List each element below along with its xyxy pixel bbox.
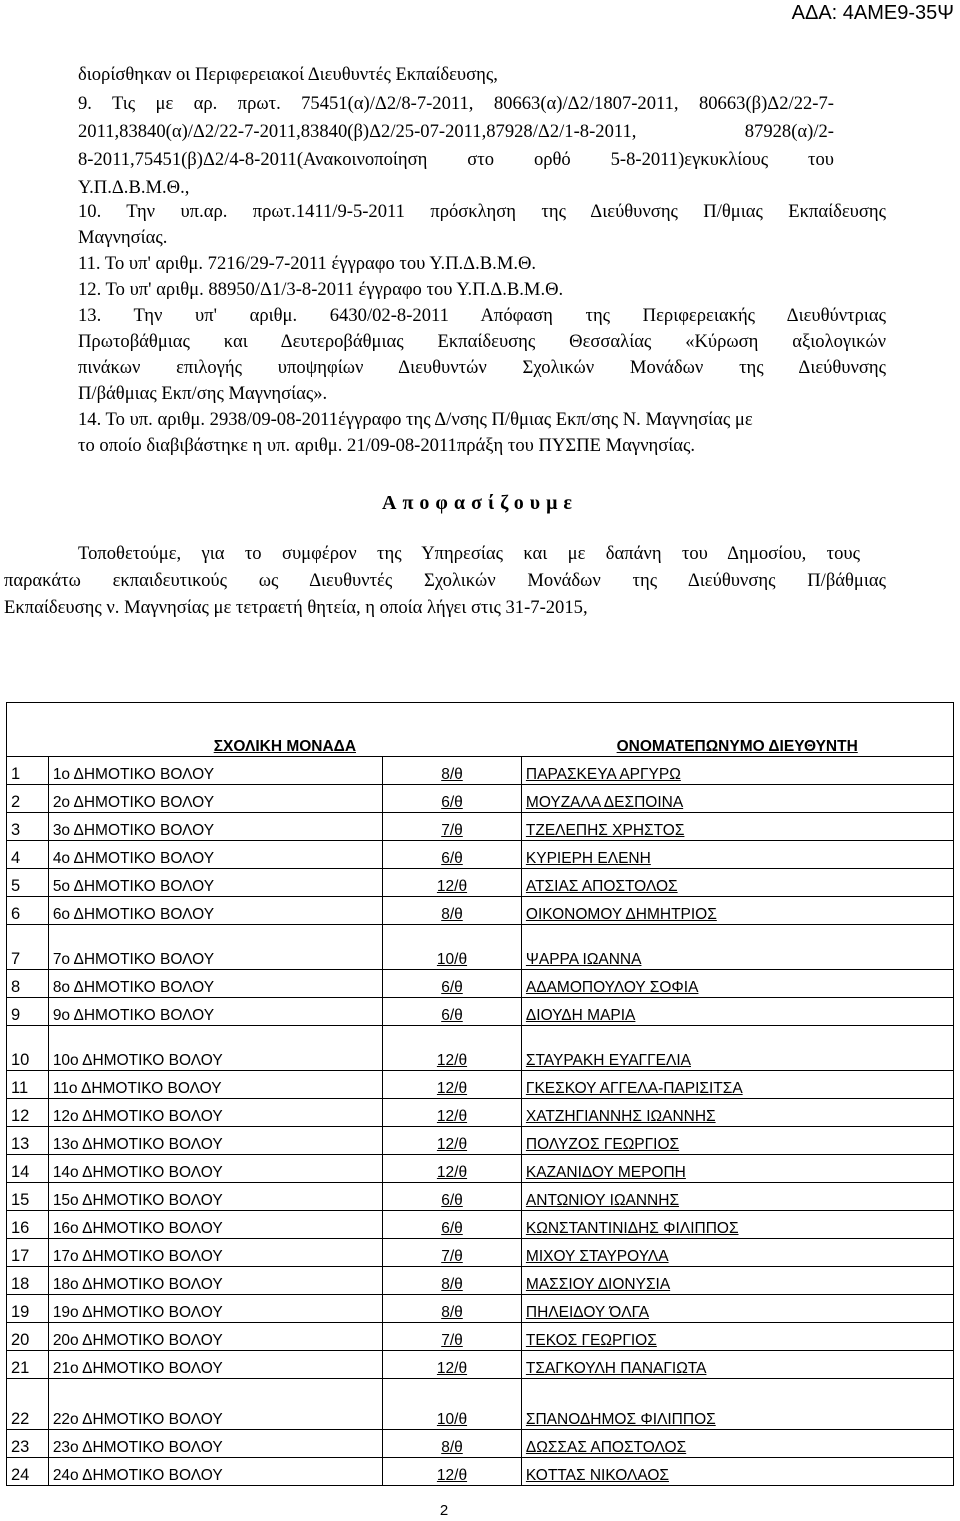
school-name: 13ο ΔΗΜΟΤΙΚΟ ΒΟΛΟΥ (52, 1136, 223, 1153)
school-grade: 8/θ (441, 906, 463, 923)
row-number-cell (7, 757, 49, 785)
row-number: 24 (11, 1466, 30, 1484)
row-number: 10 (11, 1051, 30, 1069)
text-line: 11. Το υπ' αριθμ. 7216/29-7-2011 έγγραφο του Υ.Π.Δ.Β.Μ.Θ. (78, 253, 537, 274)
table-top-row (7, 703, 954, 739)
director-name-cell (521, 1295, 953, 1323)
school-grade-cell (383, 1211, 522, 1239)
table-row (7, 1458, 954, 1486)
director-name-cell (521, 1155, 953, 1183)
row-number-cell (7, 1071, 49, 1099)
school-name: 12ο ΔΗΜΟΤΙΚΟ ΒΟΛΟΥ (52, 1108, 223, 1125)
school-grade: 12/θ (436, 1360, 468, 1377)
row-number-cell (7, 1430, 49, 1458)
school-name: 8ο ΔΗΜΟΤΙΚΟ ΒΟΛΟΥ (52, 979, 215, 996)
table-row (7, 785, 954, 813)
school-name-cell (48, 1026, 382, 1071)
row-number-cell (7, 1458, 49, 1486)
director-name: ΚΥΡΙΕΡΗ ΕΛΕΝΗ (525, 850, 651, 867)
school-name-cell (48, 998, 382, 1026)
director-name: ΧΑΤΖΗΓΙΑΝΝΗΣ ΙΩΑΝΝΗΣ (525, 1108, 716, 1125)
header-school-cell (48, 738, 521, 757)
school-grade: 12/θ (436, 1108, 468, 1125)
row-number: 22 (11, 1410, 30, 1428)
directors-table (6, 702, 954, 1486)
school-grade-cell (383, 1155, 522, 1183)
school-name: 9ο ΔΗΜΟΤΙΚΟ ΒΟΛΟΥ (52, 1007, 215, 1024)
table-row (7, 1211, 954, 1239)
school-name: 24ο ΔΗΜΟΤΙΚΟ ΒΟΛΟΥ (52, 1467, 223, 1484)
row-number: 17 (11, 1247, 30, 1265)
school-grade-cell (383, 1099, 522, 1127)
school-grade-cell (383, 785, 522, 813)
director-name: ΨΑΡΡΑ ΙΩΑΝΝΑ (525, 951, 642, 968)
school-grade: 6/θ (441, 1007, 463, 1024)
table-row (7, 1351, 954, 1379)
school-name: 4ο ΔΗΜΟΤΙΚΟ ΒΟΛΟΥ (52, 850, 215, 867)
row-number-cell (7, 785, 49, 813)
school-grade-cell (383, 1026, 522, 1071)
school-grade: 6/θ (441, 850, 463, 867)
school-name-cell (48, 1295, 382, 1323)
school-name-cell (48, 1323, 382, 1351)
school-name-cell (48, 1430, 382, 1458)
school-name-cell (48, 1267, 382, 1295)
director-name: ΚΑΖΑΝΙΔΟΥ ΜΕΡΟΠΗ (525, 1164, 686, 1181)
director-name: ΠΟΛΥΖΟΣ ΓΕΩΡΓΙΟΣ (525, 1136, 680, 1153)
director-name: ΤΖΕΛΕΠΗΣ ΧΡΗΣΤΟΣ (525, 822, 685, 839)
school-name-cell (48, 1099, 382, 1127)
decision-heading: Αποφασίζουμε (382, 492, 578, 514)
row-number: 5 (11, 877, 21, 895)
page-number: 2 (439, 1502, 449, 1519)
header-name: ΟΝΟΜΑΤΕΠΩΝΥΜΟ ΔΙΕΥΘΥΝΤΗ (616, 738, 858, 755)
row-number-cell (7, 813, 49, 841)
row-number-cell (7, 1267, 49, 1295)
table-row (7, 1323, 954, 1351)
director-name-cell (521, 1351, 953, 1379)
school-grade-cell (383, 1295, 522, 1323)
text-line: Π/βάθμιας Εκπ/σης Μαγνησίας». (78, 383, 328, 404)
school-grade-cell (383, 757, 522, 785)
school-name: 3ο ΔΗΜΟΤΙΚΟ ΒΟΛΟΥ (52, 822, 215, 839)
school-grade: 12/θ (436, 878, 468, 895)
row-number: 4 (11, 849, 21, 867)
row-number-cell (7, 1351, 49, 1379)
decision-line: Τοποθετούμε, για το συμφέρον της Υπηρεσίας και με δαπάνη του Δημοσίου, τους (78, 543, 860, 564)
text-line: 2011,83840(α)/Δ2/22-7-2011,83840(β)Δ2/25-07-2011,87928/Δ2/1-8-2011, 87928(α)/2- (78, 121, 834, 142)
school-name-cell (48, 925, 382, 970)
school-grade: 6/θ (441, 1192, 463, 1209)
school-name: 6ο ΔΗΜΟΤΙΚΟ ΒΟΛΟΥ (52, 906, 215, 923)
school-name-cell (48, 1211, 382, 1239)
school-grade: 6/θ (441, 979, 463, 996)
school-grade-cell (383, 1071, 522, 1099)
table-row (7, 897, 954, 925)
row-number-cell (7, 1183, 49, 1211)
table-row (7, 869, 954, 897)
table-row (7, 757, 954, 785)
director-name-cell (521, 813, 953, 841)
school-grade: 7/θ (441, 1332, 463, 1349)
school-grade-cell (383, 1127, 522, 1155)
school-name: 5ο ΔΗΜΟΤΙΚΟ ΒΟΛΟΥ (52, 878, 215, 895)
school-name-cell (48, 1351, 382, 1379)
school-grade-cell (383, 1239, 522, 1267)
school-name-cell (48, 869, 382, 897)
school-name-cell (48, 1458, 382, 1486)
row-number-cell (7, 1239, 49, 1267)
row-number: 1 (11, 765, 21, 783)
director-name: ΚΟΤΤΑΣ ΝΙΚΟΛΑΟΣ (525, 1467, 669, 1484)
row-number: 6 (11, 905, 21, 923)
row-number: 20 (11, 1331, 30, 1349)
director-name-cell (521, 970, 953, 998)
row-number-cell (7, 1295, 49, 1323)
row-number: 12 (11, 1107, 30, 1125)
school-grade: 12/θ (436, 1136, 468, 1153)
row-number: 2 (11, 793, 21, 811)
table-row (7, 1071, 954, 1099)
school-grade: 10/θ (436, 951, 468, 968)
row-number: 18 (11, 1275, 30, 1293)
school-grade: 12/θ (436, 1052, 468, 1069)
row-number-cell (7, 841, 49, 869)
school-grade: 7/θ (441, 822, 463, 839)
school-grade-cell (383, 998, 522, 1026)
director-name: ΤΣΑΓΚΟΥΛΗ ΠΑΝΑΓΙΩΤΑ (525, 1360, 707, 1377)
director-name: ΑΔΑΜΟΠΟΥΛΟΥ ΣΟΦΙΑ (525, 979, 699, 996)
header-school: ΣΧΟΛΙΚΗ ΜΟΝΑΔΑ (213, 738, 357, 755)
school-grade: 6/θ (441, 794, 463, 811)
director-name-cell (521, 1267, 953, 1295)
row-number: 13 (11, 1135, 30, 1153)
row-number: 15 (11, 1191, 30, 1209)
school-name: 22ο ΔΗΜΟΤΙΚΟ ΒΟΛΟΥ (52, 1411, 223, 1428)
text-line: 14. Το υπ. αριθμ. 2938/09-08-2011έγγραφο της Δ/νσης Π/θμιας Εκπ/σης Ν. Μαγνησίας με (78, 409, 753, 430)
table-row (7, 1267, 954, 1295)
text-line: 8-2011,75451(β)Δ2/4-8-2011(Ανακοινοποίηση στο ορθό 5-8-2011)εγκυκλίους του (78, 149, 834, 170)
row-number: 21 (11, 1359, 30, 1377)
row-number-cell (7, 1323, 49, 1351)
school-grade: 12/θ (436, 1164, 468, 1181)
school-grade: 7/θ (441, 1248, 463, 1265)
school-name-cell (48, 1183, 382, 1211)
school-name: 21ο ΔΗΜΟΤΙΚΟ ΒΟΛΟΥ (52, 1360, 223, 1377)
table-row (7, 1155, 954, 1183)
school-grade-cell (383, 1430, 522, 1458)
school-name-cell (48, 897, 382, 925)
director-name-cell (521, 998, 953, 1026)
text-line: 9. Τις με αρ. πρωτ. 75451(α)/Δ2/8-7-2011, 80663(α)/Δ2/1807-2011, 80663(β)Δ2/22-7- (78, 93, 834, 114)
director-name: ΤΕΚΟΣ ΓΕΩΡΓΙΟΣ (525, 1332, 657, 1349)
row-number: 11 (11, 1079, 29, 1097)
school-name: 7ο ΔΗΜΟΤΙΚΟ ΒΟΛΟΥ (52, 951, 215, 968)
text-line: 12. Το υπ' αριθμ. 88950/Δ1/3-8-2011 έγγραφο του Υ.Π.Δ.Β.Μ.Θ. (78, 279, 564, 300)
text-line: πινάκων επιλογής υποψηφίων Διευθυντών Σχολικών Μονάδων της Διεύθυνσης (78, 357, 886, 378)
school-grade-cell (383, 1379, 522, 1430)
director-name-cell (521, 1430, 953, 1458)
director-name: ΜΑΣΣΙΟΥ ΔΙΟΝΥΣΙΑ (525, 1276, 671, 1293)
row-number: 8 (11, 978, 21, 996)
ada-code: ΑΔΑ: 4ΑΜΕ9-35Ψ (791, 2, 954, 24)
director-name-cell (521, 869, 953, 897)
school-name-cell (48, 841, 382, 869)
school-name: 14ο ΔΗΜΟΤΙΚΟ ΒΟΛΟΥ (52, 1164, 223, 1181)
text-line: Υ.Π.Δ.Β.Μ.Θ., (78, 177, 190, 198)
director-name-cell (521, 1183, 953, 1211)
school-grade: 6/θ (441, 1220, 463, 1237)
director-name: ΔΩΣΣΑΣ ΑΠΟΣΤΟΛΟΣ (525, 1439, 687, 1456)
table-row (7, 1026, 954, 1071)
director-name: ΣΠΑΝΟΔΗΜΟΣ ΦΙΛΙΠΠΟΣ (525, 1411, 716, 1428)
director-name-cell (521, 1458, 953, 1486)
school-grade: 8/θ (441, 1304, 463, 1321)
school-name: 2ο ΔΗΜΟΤΙΚΟ ΒΟΛΟΥ (52, 794, 215, 811)
table-row (7, 1099, 954, 1127)
director-name-cell (521, 1379, 953, 1430)
school-name: 16ο ΔΗΜΟΤΙΚΟ ΒΟΛΟΥ (52, 1220, 223, 1237)
school-grade-cell (383, 869, 522, 897)
table-row (7, 1239, 954, 1267)
text-line: Πρωτοβάθμιας και Δευτεροβάθμιας Εκπαίδευσης Θεσσαλίας «Κύρωση αξιολογικών (78, 331, 886, 352)
school-name-cell (48, 757, 382, 785)
row-number: 14 (11, 1163, 30, 1181)
school-name: 11ο ΔΗΜΟΤΙΚΟ ΒΟΛΟΥ (52, 1080, 222, 1097)
school-grade-cell (383, 970, 522, 998)
director-name: ΜΙΧΟΥ ΣΤΑΥΡΟΥΛΑ (525, 1248, 669, 1265)
table-row (7, 1295, 954, 1323)
table-body (7, 703, 954, 1486)
school-grade-cell (383, 813, 522, 841)
director-name-cell (521, 897, 953, 925)
table-row (7, 1430, 954, 1458)
director-name-cell (521, 757, 953, 785)
director-name: ΟΙΚΟΝΟΜΟΥ ΔΗΜΗΤΡΙΟΣ (525, 906, 717, 923)
table-row (7, 925, 954, 970)
row-number-cell (7, 1099, 49, 1127)
school-name: 1ο ΔΗΜΟΤΙΚΟ ΒΟΛΟΥ (52, 766, 215, 783)
school-grade: 10/θ (436, 1411, 468, 1428)
director-name-cell (521, 925, 953, 970)
row-number-cell (7, 1026, 49, 1071)
director-name-cell (521, 785, 953, 813)
table-row (7, 813, 954, 841)
school-grade: 12/θ (436, 1467, 468, 1484)
director-name: ΠΑΡΑΣΚΕΥΑ ΑΡΓΥΡΩ (525, 766, 681, 783)
director-name: ΣΤΑΥΡΑΚΗ ΕΥΑΓΓΕΛΙΑ (525, 1052, 691, 1069)
school-name: 15ο ΔΗΜΟΤΙΚΟ ΒΟΛΟΥ (52, 1192, 223, 1209)
school-grade: 12/θ (436, 1080, 468, 1097)
school-grade: 8/θ (441, 766, 463, 783)
school-name-cell (48, 1155, 382, 1183)
school-name-cell (48, 1127, 382, 1155)
table-row (7, 1183, 954, 1211)
row-number-cell (7, 1127, 49, 1155)
row-number-cell (7, 925, 49, 970)
text-line: το οποίο διαβιβάστηκε η υπ. αριθμ. 21/09-08-2011πράξη του ΠΥΣΠΕ Μαγνησίας. (78, 435, 696, 456)
row-number-cell (7, 1379, 49, 1430)
text-line: διορίσθηκαν οι Περιφερειακοί Διευθυντές Εκπαίδευσης, (78, 64, 498, 85)
school-name: 17ο ΔΗΜΟΤΙΚΟ ΒΟΛΟΥ (52, 1248, 223, 1265)
school-grade-cell (383, 1323, 522, 1351)
school-name-cell (48, 813, 382, 841)
director-name-cell (521, 1026, 953, 1071)
director-name-cell (521, 1239, 953, 1267)
row-number-cell (7, 1211, 49, 1239)
table-top-cell (7, 703, 954, 739)
director-name-cell (521, 1099, 953, 1127)
table-row (7, 1379, 954, 1430)
text-line: Μαγνησίας. (78, 227, 168, 248)
text-line: 13. Την υπ' αριθμ. 6430/02-8-2011 Απόφαση της Περιφερειακής Διευθύντριας (78, 305, 886, 326)
table-header-row (7, 738, 954, 757)
row-number: 7 (11, 950, 21, 968)
row-number: 23 (11, 1438, 30, 1456)
school-name-cell (48, 785, 382, 813)
table-row (7, 970, 954, 998)
decision-line: Εκπαίδευσης ν. Μαγνησίας με τετραετή θητεία, η οποία λήγει στις 31-7-2015, (4, 597, 588, 618)
table-row (7, 841, 954, 869)
school-grade: 8/θ (441, 1439, 463, 1456)
school-grade: 8/θ (441, 1276, 463, 1293)
row-number-cell (7, 869, 49, 897)
school-name-cell (48, 970, 382, 998)
decision-line: παρακάτω εκπαιδευτικούς ως Διευθυντές Σχολικών Μονάδων της Διεύθυνσης Π/βάθμιας (4, 570, 886, 591)
director-name-cell (521, 1323, 953, 1351)
row-number: 19 (11, 1303, 30, 1321)
director-name-cell (521, 841, 953, 869)
header-name-cell (521, 738, 953, 757)
school-name-cell (48, 1071, 382, 1099)
director-name: ΠΗΛΕΙΔΟΥ ΌΛΓΑ (525, 1304, 650, 1321)
director-name: ΑΤΣΙΑΣ ΑΠΟΣΤΟΛΟΣ (525, 878, 678, 895)
school-name: 19ο ΔΗΜΟΤΙΚΟ ΒΟΛΟΥ (52, 1304, 223, 1321)
row-number-cell (7, 897, 49, 925)
director-name: ΓΚΕΣΚΟΥ ΑΓΓΕΛΑ-ΠΑΡΙΣΙΤΣΑ (525, 1080, 743, 1097)
row-number: 9 (11, 1006, 21, 1024)
school-grade-cell (383, 925, 522, 970)
row-number-cell (7, 998, 49, 1026)
school-grade-cell (383, 1183, 522, 1211)
row-number-cell (7, 1155, 49, 1183)
director-name: ΔΙΟΥΔΗ ΜΑΡΙΑ (525, 1007, 636, 1024)
text-line: 10. Την υπ.αρ. πρωτ.1411/9-5-2011 πρόσκληση της Διεύθυνσης Π/θμιας Εκπαίδευσης (78, 201, 886, 222)
school-grade-cell (383, 1267, 522, 1295)
director-name: ΜΟΥΖΑΛΑ ΔΕΣΠΟΙΝΑ (525, 794, 684, 811)
school-name: 23ο ΔΗΜΟΤΙΚΟ ΒΟΛΟΥ (52, 1439, 223, 1456)
school-grade-cell (383, 1458, 522, 1486)
school-name: 20ο ΔΗΜΟΤΙΚΟ ΒΟΛΟΥ (52, 1332, 223, 1349)
school-grade-cell (383, 841, 522, 869)
row-number-cell (7, 970, 49, 998)
director-name: ΚΩΝΣΤΑΝΤΙΝΙΔΗΣ ΦΙΛΙΠΠΟΣ (525, 1220, 739, 1237)
school-name-cell (48, 1379, 382, 1430)
row-number: 3 (11, 821, 21, 839)
director-name-cell (521, 1071, 953, 1099)
director-name-cell (521, 1127, 953, 1155)
table-row (7, 998, 954, 1026)
school-name: 10ο ΔΗΜΟΤΙΚΟ ΒΟΛΟΥ (52, 1052, 223, 1069)
school-name: 18ο ΔΗΜΟΤΙΚΟ ΒΟΛΟΥ (52, 1276, 223, 1293)
school-grade-cell (383, 897, 522, 925)
school-name-cell (48, 1239, 382, 1267)
header-index-cell (7, 738, 49, 757)
school-grade-cell (383, 1351, 522, 1379)
table-row (7, 1127, 954, 1155)
row-number: 16 (11, 1219, 30, 1237)
director-name: ΑΝΤΩΝΙΟΥ ΙΩΑΝΝΗΣ (525, 1192, 680, 1209)
director-name-cell (521, 1211, 953, 1239)
